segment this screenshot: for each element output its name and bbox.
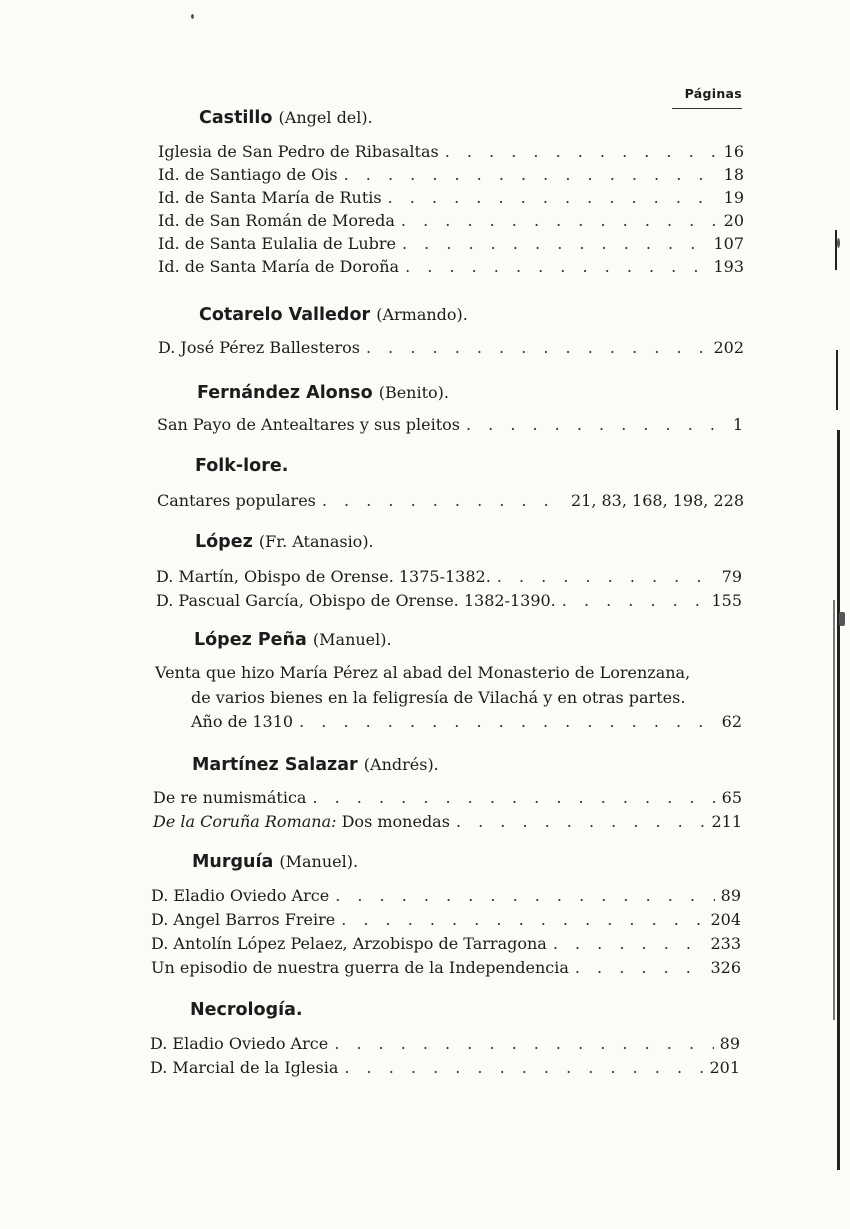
entry-title-line: Venta que hizo María Pérez al abad del Monasterio de Lorenzana, <box>155 663 691 682</box>
entry-page: 79 <box>721 567 742 586</box>
author-heading <box>199 305 468 325</box>
entry-title: D. Angel Barros Freire <box>151 910 336 929</box>
entry-page: 20 <box>723 211 744 230</box>
leader-dots <box>366 336 707 360</box>
entry-page: 62 <box>721 712 742 731</box>
index-entry <box>150 1056 740 1080</box>
leader-dots <box>344 163 718 187</box>
leader-dots <box>466 413 727 437</box>
entry-title: Id. de San Román de Moreda <box>158 211 395 230</box>
author-given-name: (Manuel). <box>279 852 359 871</box>
entry-title: D. Martín, Obispo de Orense. 1375-1382. <box>156 567 491 586</box>
entry-title: Id. de Santa María de Doroña <box>158 257 400 276</box>
author-name: López Peña <box>194 630 307 650</box>
index-entry <box>158 186 744 210</box>
entry-page: 202 <box>713 338 744 357</box>
entry-page: 204 <box>710 910 741 929</box>
author-heading <box>199 108 373 128</box>
index-entry <box>158 255 744 279</box>
entry-title: Id. de Santa Eulalia de Lubre <box>158 234 396 253</box>
section-name: Folk-lore. <box>195 456 289 476</box>
index-entry <box>158 336 744 360</box>
leader-dots <box>341 908 704 932</box>
entry-title: D. Marcial de la Iglesia <box>150 1058 339 1077</box>
entry-title-rest: Dos monedas <box>336 812 450 831</box>
author-heading <box>192 852 358 872</box>
scan-speck <box>837 238 840 248</box>
entry-page: 155 <box>711 591 742 610</box>
leader-dots <box>497 565 716 589</box>
author-given-name: (Angel del). <box>278 108 373 127</box>
index-entry <box>191 710 742 734</box>
index-entry <box>156 565 742 589</box>
entry-page: 65 <box>721 788 742 807</box>
entry-title: De re numismática <box>153 788 307 807</box>
entry-title: Cantares populares <box>157 491 316 510</box>
index-entry <box>157 413 743 437</box>
leader-dots <box>335 884 714 908</box>
section-heading <box>190 1000 303 1020</box>
entry-page: 233 <box>710 934 741 953</box>
leader-dots <box>299 710 716 734</box>
entry-page: 326 <box>710 958 741 977</box>
author-name: López <box>195 532 253 552</box>
index-entry <box>158 163 744 187</box>
author-given-name: (Armando). <box>376 305 468 324</box>
author-given-name: (Fr. Atanasio). <box>258 532 374 551</box>
entry-title: D. Eladio Oviedo Arce <box>151 886 330 905</box>
index-entry <box>151 884 741 908</box>
entry-page: 89 <box>719 1034 740 1053</box>
entry-title-line: de varios bienes en la feligresía de Vilachá y en otras partes. <box>191 688 686 707</box>
author-heading <box>197 383 449 403</box>
index-entry <box>158 140 744 164</box>
entry-title: Id. de Santiago de Ois <box>158 165 338 184</box>
entry-title: D. Antolín López Pelaez, Arzobispo de Tarragona <box>151 934 547 953</box>
author-given-name: (Manuel). <box>312 630 392 649</box>
entry-title <box>153 810 450 834</box>
scan-speck <box>839 612 845 626</box>
leader-dots <box>334 1032 713 1056</box>
leader-dots <box>405 255 707 279</box>
entry-page: 201 <box>709 1058 740 1077</box>
leader-dots <box>575 956 705 980</box>
index-entry <box>158 232 744 256</box>
entry-title: D. José Pérez Ballesteros <box>158 338 360 357</box>
entry-title: Un episodio de nuestra guerra de la Independencia <box>151 958 569 977</box>
entry-title: D. Pascual García, Obispo de Orense. 1382-1390. <box>156 591 556 610</box>
index-entry <box>153 786 742 810</box>
leader-dots <box>312 786 715 810</box>
leader-dots <box>322 489 565 513</box>
author-name: Fernández Alonso <box>197 383 373 403</box>
entry-page: 21, 83, 168, 198, 228 <box>570 491 744 510</box>
entry-title-italic: De la Coruña Romana: <box>153 812 337 831</box>
index-entry <box>151 908 741 932</box>
index-entry <box>158 209 744 233</box>
author-heading <box>195 532 374 552</box>
pages-column-header: Páginas <box>684 86 742 101</box>
index-entry <box>153 810 742 834</box>
index-entry <box>151 932 741 956</box>
leader-dots <box>344 1056 703 1080</box>
entry-title: Iglesia de San Pedro de Ribasaltas <box>158 142 439 161</box>
section-name: Necrología. <box>190 1000 303 1020</box>
entry-page: 107 <box>713 234 744 253</box>
leader-dots <box>445 140 718 164</box>
author-name: Castillo <box>199 108 273 128</box>
author-name: Cotarelo Valledor <box>199 305 371 325</box>
author-name: Murguía <box>192 852 274 872</box>
index-entry <box>156 589 742 613</box>
author-given-name: (Benito). <box>378 383 449 402</box>
scan-speck <box>191 14 194 19</box>
index-entry <box>150 1032 740 1056</box>
entry-title: Id. de Santa María de Rutis <box>158 188 382 207</box>
binding-edge-line <box>837 430 840 1170</box>
binding-edge-line <box>833 600 835 1020</box>
entry-title: San Payo de Antealtares y sus pleitos <box>157 415 460 434</box>
index-entry <box>157 489 744 513</box>
leader-dots <box>388 186 718 210</box>
leader-dots <box>402 232 707 256</box>
entry-page: 211 <box>711 812 742 831</box>
index-entry <box>151 956 741 980</box>
entry-title: Año de 1310 <box>191 712 294 731</box>
leader-dots <box>553 932 705 956</box>
entry-page: 18 <box>723 165 744 184</box>
author-heading <box>194 630 392 650</box>
author-name: Martínez Salazar <box>192 755 358 775</box>
leader-dots <box>562 589 706 613</box>
binding-edge-line <box>836 350 838 410</box>
entry-page: 89 <box>720 886 741 905</box>
binding-edge-line <box>835 230 837 270</box>
entry-page: 193 <box>713 257 744 276</box>
entry-page: 1 <box>732 415 743 434</box>
author-heading <box>192 755 439 775</box>
header-rule <box>672 108 742 109</box>
entry-page: 19 <box>723 188 744 207</box>
leader-dots <box>401 209 718 233</box>
entry-title: D. Eladio Oviedo Arce <box>150 1034 329 1053</box>
author-given-name: (Andrés). <box>363 755 439 774</box>
leader-dots <box>456 810 706 834</box>
section-heading <box>195 456 288 476</box>
entry-page: 16 <box>723 142 744 161</box>
